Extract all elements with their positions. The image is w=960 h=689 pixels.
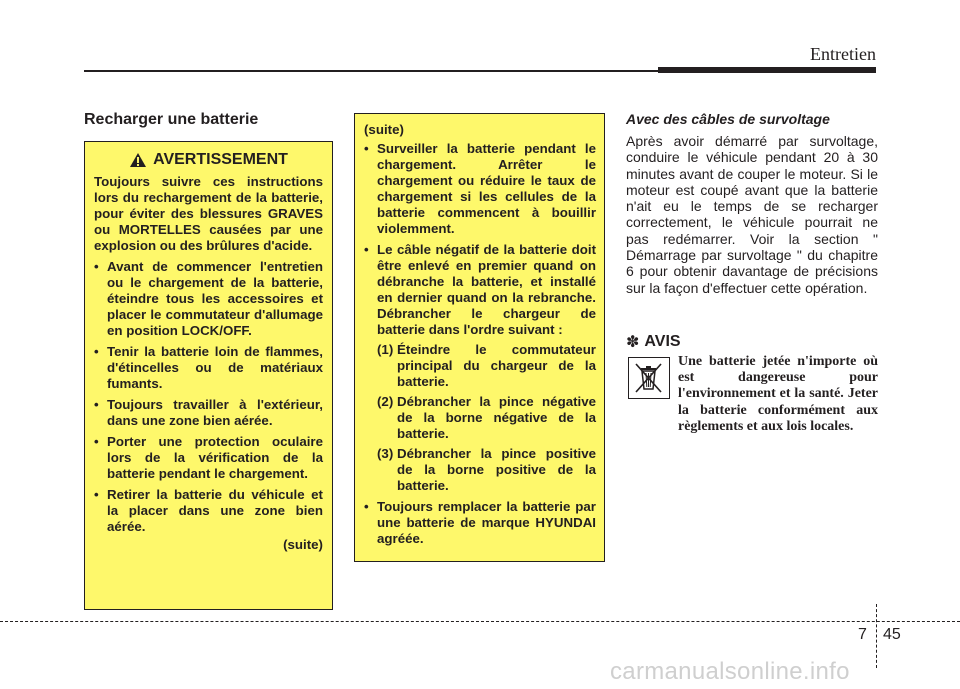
header-rule [84, 70, 664, 72]
notice-star-icon: ✽ [626, 334, 640, 351]
warning-triangle-icon [129, 152, 147, 168]
warning-heading-text: AVERTISSEMENT [153, 151, 288, 168]
warning-bullet: • Toujours remplacer la batterie par une batterie de marque HYUNDAI agréée. [364, 499, 596, 546]
crossed-out-bin-icon [628, 357, 670, 399]
warning-intro: Toujours suivre ces instructions lors du rechargement de la batterie, pour éviter des blessures GRAVES ou MORTELLES causées par une explosion ou des brûlures d'acide. [94, 174, 323, 253]
disconnect-step: (1) Éteindre le commutateur principal du chargeur de la batterie. [377, 342, 596, 389]
jump-start-paragraph: Après avoir démarré par survoltage, conduire le véhicule pendant 20 à 30 minutes avant de couper le moteur. Si le moteur est coupé avant que la batterie n'ait eu le temps de se recharger correctement, le véhicule pourrait ne pas redémarrer. Voir la section " Démarrage par survoltage " du chapitre 6 pour obtenir davantage de précisions sur la façon d'effectuer cette opération. [626, 133, 878, 296]
warning-box-1 [84, 141, 333, 610]
footer-rule [0, 621, 960, 622]
disconnect-step: (3) Débrancher la pince positive de la borne positive de la batterie. [377, 446, 596, 493]
disconnect-step: (2) Débrancher la pince négative de la borne négative de la batterie. [377, 394, 596, 441]
warning-bullet-list [364, 141, 596, 547]
chapter-number: 7 [858, 626, 867, 643]
section-title: Recharger une batterie [84, 111, 259, 128]
warning-bullet: • Tenir la batterie loin de flammes, d'étincelles ou de matériaux fumants. [94, 344, 323, 391]
warning-bullet: • Porter une protection oculaire lors de la vérification de la batterie pendant le chargement. [94, 434, 323, 481]
header-title: Entretien [810, 44, 876, 64]
notice-text: Une batterie jetée n'importe où est dangereuse pour l'environnement et la santé. Jeter la batterie conformément aux règlements et aux lois locales. [678, 354, 878, 434]
page-number: 45 [883, 626, 901, 643]
warning-heading [94, 150, 323, 170]
warning-box-2 [354, 113, 605, 562]
notice-title [626, 332, 681, 352]
disconnect-steps [377, 342, 596, 494]
continued-label: (suite) [283, 537, 323, 552]
header-rule-accent [658, 67, 876, 73]
warning-bullet: • Toujours travailler à l'extérieur, dans une zone bien aérée. [94, 397, 323, 428]
footer-divider [876, 604, 877, 668]
warning-bullet: • Le câble négatif de la batterie doit être enlevé en premier quand on débranche la batterie, et installé en dernier quand on la rebranche. Débrancher le chargeur de batterie dans l'ordre suivant : (1) Éteindre le commutateur principal du chargeur de la batterie. (2) Débrancher la pince négative de la borne négative de la batterie. (3) Débrancher la pince positive de la borne positive de la batterie. [364, 242, 596, 493]
notice-title-text: AVIS [644, 333, 681, 350]
warning-bullet-list [94, 259, 323, 535]
watermark: carmanualsonline.info [610, 658, 850, 685]
jump-start-title: Avec des câbles de survoltage [626, 111, 830, 127]
warning-bullet: • Avant de commencer l'entretien ou le chargement de la batterie, éteindre tous les accessoires et placer le commutateur d'allumage en position LOCK/OFF. [94, 259, 323, 338]
continued-label: (suite) [364, 122, 404, 137]
warning-bullet: • Surveiller la batterie pendant le chargement. Arrêter le chargement ou réduire le taux de chargement si les cellules de la batterie commencent à bouillir violemment. [364, 141, 596, 236]
warning-bullet: • Retirer la batterie du véhicule et la placer dans une zone bien aérée. [94, 487, 323, 534]
